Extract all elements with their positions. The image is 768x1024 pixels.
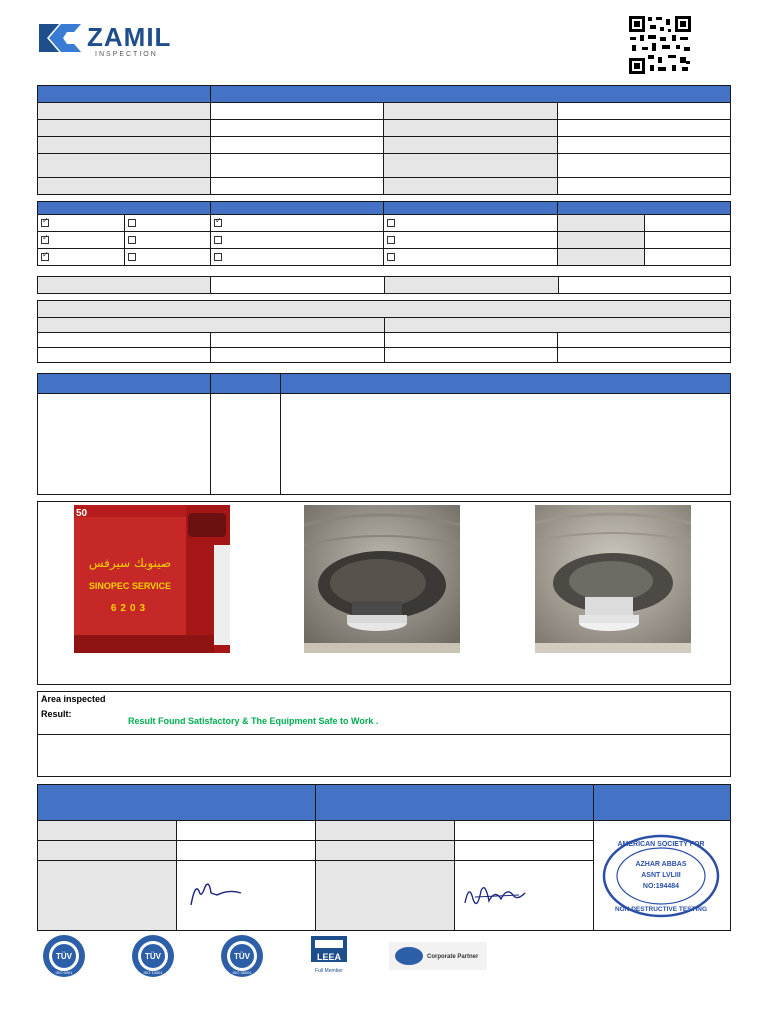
value-cell [384, 333, 557, 348]
value-cell [211, 333, 384, 348]
label-cell [384, 120, 557, 137]
checkbox-table [37, 201, 731, 266]
check-cell[interactable] [124, 249, 211, 266]
checkbox-icon[interactable] [387, 219, 395, 227]
signature-1 [177, 875, 277, 915]
section-title-cell [38, 301, 731, 318]
header-cell [211, 202, 384, 215]
value-cell [557, 137, 730, 154]
label-cell [38, 120, 211, 137]
truck-number-text: 6203 [110, 603, 150, 614]
label-cell [384, 178, 557, 195]
header-cell [316, 785, 594, 821]
truck-model-mark: 50 [76, 508, 88, 519]
value-cell [455, 841, 594, 861]
value-cell [177, 841, 316, 861]
check-cell[interactable] [38, 215, 125, 232]
cert-sub: ISO 9001 [55, 970, 73, 975]
findings-table [37, 373, 731, 495]
value-cell [38, 333, 211, 348]
value-cell [559, 277, 731, 294]
check-cell[interactable] [211, 215, 384, 232]
label-cell [38, 318, 385, 333]
checkbox-icon[interactable] [128, 253, 136, 261]
corporate-partner-logo [389, 942, 487, 970]
value-cell [557, 333, 730, 348]
label-cell [316, 861, 455, 931]
hub-photo-2 [535, 505, 691, 653]
value-cell [557, 120, 730, 137]
check-cell[interactable] [38, 232, 125, 249]
value-cell [557, 178, 730, 195]
label-cell [384, 318, 731, 333]
truck-door-photo [74, 505, 230, 653]
signature-2 [455, 873, 555, 917]
cert-name: LEEA [316, 952, 342, 962]
leea-logo [311, 936, 347, 974]
cert-name: TÜV [56, 952, 72, 961]
cert-name: Corporate Partner [427, 954, 479, 960]
value-cell [38, 348, 211, 363]
check-cell[interactable] [38, 249, 125, 266]
signature-cell-2 [455, 861, 594, 931]
signature-table [37, 784, 731, 931]
result-value: Result Found Satisfactory & The Equipment Safe to Work . [128, 716, 379, 726]
value-cell [557, 348, 730, 363]
label-cell [38, 841, 177, 861]
label-cell [384, 154, 557, 178]
header-cell [211, 374, 281, 394]
label-cell [558, 249, 645, 266]
stamp-level: ASNT LVLIII [641, 871, 681, 879]
label-cell [385, 277, 559, 294]
header-cell [38, 86, 211, 103]
value-cell [644, 215, 731, 232]
check-cell[interactable] [384, 249, 558, 266]
cert-sub: ISO 14001 [143, 970, 163, 975]
stamp-top-text: AMERICAN SOCIETY FOR [617, 840, 705, 848]
result-section [37, 691, 731, 777]
label-cell [38, 137, 211, 154]
header-cell [384, 202, 558, 215]
header-cell [281, 374, 731, 394]
findings-cell [38, 394, 211, 495]
checkbox-icon[interactable] [214, 236, 222, 244]
label-cell [384, 137, 557, 154]
header-cell [38, 785, 316, 821]
label-cell [38, 103, 211, 120]
cert-sub: ISO 45001 [232, 970, 252, 975]
stamp-number: NO:194484 [642, 882, 680, 890]
equipment-table [37, 300, 731, 363]
findings-cell [211, 394, 281, 495]
value-cell [557, 103, 730, 120]
stamp-name: AZHAR ABBAS [635, 860, 687, 868]
value-cell [211, 277, 385, 294]
truck-company-text: SINOPEC SERVICE [88, 581, 172, 591]
label-cell [38, 178, 211, 195]
logo-name: ZAMIL [87, 22, 172, 52]
tuv-iso45001-logo [221, 935, 263, 977]
checkbox-icon[interactable] [128, 236, 136, 244]
value-cell [211, 348, 384, 363]
cert-name: TÜV [234, 952, 250, 961]
value-cell [557, 154, 730, 178]
logo-subtitle: INSPECTION [95, 51, 158, 58]
value-cell [644, 232, 731, 249]
header-cell [38, 202, 211, 215]
value-cell [644, 249, 731, 266]
label-cell [558, 232, 645, 249]
label-cell [558, 215, 645, 232]
header-cell-wide [211, 86, 731, 103]
value-cell [211, 178, 384, 195]
tuv-iso9001-logo [43, 935, 85, 977]
checkbox-icon[interactable] [128, 219, 136, 227]
value-cell [211, 137, 384, 154]
area-inspected-label: Area inspected [41, 694, 106, 704]
cert-name: TÜV [145, 952, 161, 961]
label-cell [38, 861, 177, 931]
label-cell [38, 821, 177, 841]
label-cell [38, 154, 211, 178]
hub-photo-1 [304, 505, 460, 653]
info-row-table [37, 276, 731, 294]
checkbox-icon[interactable] [387, 253, 395, 261]
check-cell[interactable] [384, 215, 558, 232]
certification-logos [37, 934, 497, 980]
value-cell [177, 821, 316, 841]
result-divider [38, 734, 730, 735]
checkbox-icon[interactable] [387, 236, 395, 244]
result-label: Result: [41, 709, 72, 719]
check-cell[interactable] [211, 232, 384, 249]
checkbox-checked-icon[interactable] [214, 219, 222, 227]
label-cell [38, 277, 211, 294]
value-cell [384, 348, 557, 363]
stamp-bottom-text: NON DESTRUCTIVE TESTING [614, 905, 708, 913]
findings-cell [281, 394, 731, 495]
checkbox-checked-icon[interactable] [41, 236, 49, 244]
truck-arabic-text: صينوبك سيرفس [88, 556, 172, 570]
value-cell [455, 821, 594, 841]
company-logo [37, 18, 177, 62]
value-cell [211, 154, 384, 178]
value-cell [211, 103, 384, 120]
checkbox-checked-icon[interactable] [41, 219, 49, 227]
zamil-logo-mark [37, 18, 85, 58]
header-cell [38, 374, 211, 394]
photos-section [37, 501, 731, 685]
header-cell [558, 202, 731, 215]
label-cell [316, 821, 455, 841]
check-cell[interactable] [211, 249, 384, 266]
check-cell[interactable] [384, 232, 558, 249]
signature-cell-1 [177, 861, 316, 931]
stamp-cell [594, 821, 731, 931]
qr-code [628, 15, 692, 75]
label-cell [384, 103, 557, 120]
header-cell [594, 785, 731, 821]
cert-sub: Full Member [315, 968, 343, 974]
check-cell[interactable] [124, 215, 211, 232]
tuv-iso14001-logo [132, 935, 174, 977]
asnt-stamp [594, 822, 729, 930]
checkbox-checked-icon[interactable] [41, 253, 49, 261]
label-cell [316, 841, 455, 861]
general-info-table [37, 85, 731, 195]
check-cell[interactable] [124, 232, 211, 249]
checkbox-icon[interactable] [214, 253, 222, 261]
value-cell [211, 120, 384, 137]
